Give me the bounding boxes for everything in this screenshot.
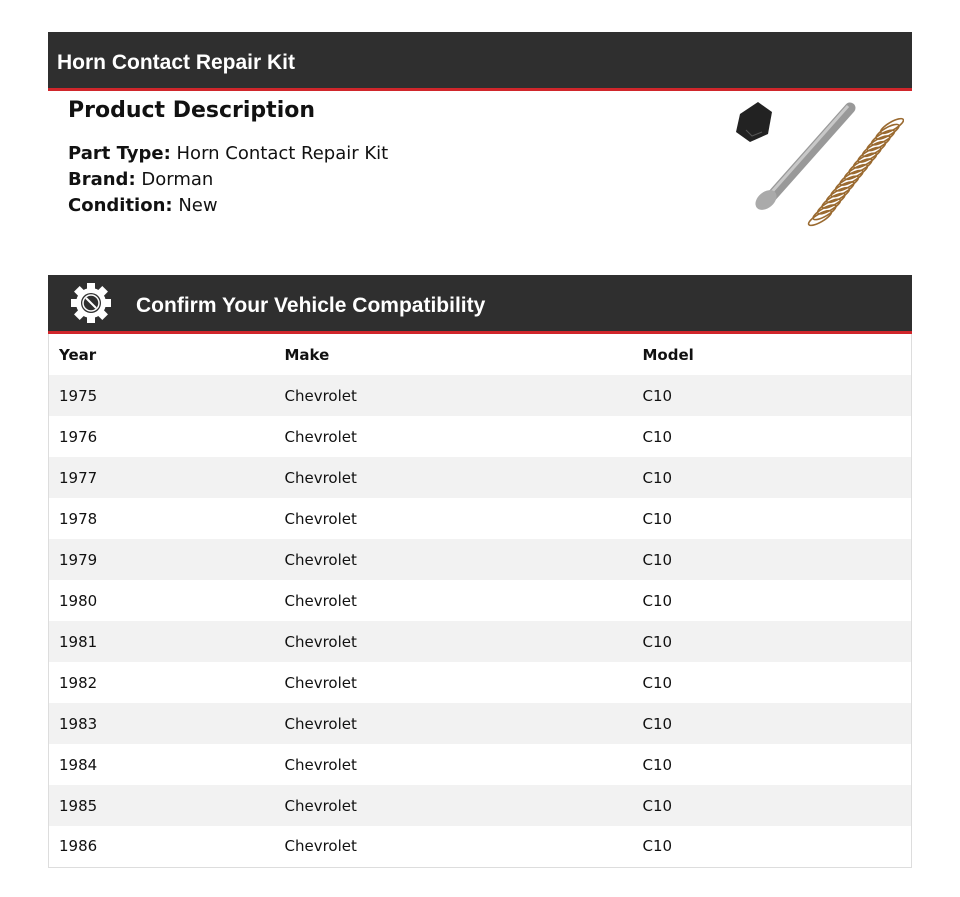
table-row: [49, 703, 912, 744]
compatibility-table: [48, 334, 912, 868]
compatibility-title: Confirm Your Vehicle Compatibility: [136, 294, 486, 317]
table-row: [49, 375, 912, 416]
cell-year: 1975: [59, 386, 98, 405]
cell-make: Chevrolet: [284, 796, 357, 815]
cell-year: 1979: [59, 550, 98, 569]
cell-make: Chevrolet: [284, 509, 357, 528]
product-title: Horn Contact Repair Kit: [57, 51, 296, 74]
cell-year: 1983: [59, 714, 98, 733]
table-row: [49, 457, 912, 498]
cell-model: C10: [642, 796, 673, 815]
table-row: [49, 498, 912, 539]
cell-model: C10: [642, 714, 673, 733]
cell-make: Chevrolet: [284, 427, 357, 446]
field-condition: Condition: New: [68, 195, 218, 216]
cell-year: 1985: [59, 796, 98, 815]
cell-year: 1978: [59, 509, 98, 528]
cell-year: 1977: [59, 468, 98, 487]
table-row: [49, 539, 912, 580]
cell-model: C10: [642, 509, 673, 528]
cell-make: Chevrolet: [284, 550, 357, 569]
cell-make: Chevrolet: [284, 755, 357, 774]
table-row: [49, 826, 912, 867]
cell-make: Chevrolet: [284, 591, 357, 610]
cell-make: Chevrolet: [284, 837, 357, 856]
gear-icon: [70, 282, 112, 324]
cell-make: Chevrolet: [284, 386, 357, 405]
cell-year: 1980: [59, 591, 98, 610]
col-model: Model: [642, 345, 694, 364]
cell-year: 1981: [59, 632, 98, 651]
table-row: [49, 744, 912, 785]
table-row: [49, 785, 912, 826]
col-make: Make: [284, 345, 330, 364]
product-title-bar: [48, 32, 912, 91]
product-image: [732, 96, 904, 234]
cell-model: C10: [642, 550, 673, 569]
cell-year: 1986: [59, 837, 98, 856]
cell-make: Chevrolet: [284, 673, 357, 692]
col-year: Year: [59, 345, 97, 364]
cell-make: Chevrolet: [284, 714, 357, 733]
cell-model: C10: [642, 673, 673, 692]
table-row: [49, 580, 912, 621]
table-row: [49, 662, 912, 703]
field-brand: Brand: Dorman: [68, 169, 214, 190]
cell-make: Chevrolet: [284, 468, 357, 487]
cell-year: 1976: [59, 427, 98, 446]
table-row: [49, 416, 912, 457]
cell-model: C10: [642, 386, 673, 405]
cell-model: C10: [642, 837, 673, 856]
cell-model: C10: [642, 755, 673, 774]
cell-year: 1982: [59, 673, 98, 692]
table-row: [49, 621, 912, 662]
cell-model: C10: [642, 468, 673, 487]
product-description: [68, 98, 388, 219]
cell-model: C10: [642, 427, 673, 446]
compatibility-bar: [48, 275, 912, 334]
cell-make: Chevrolet: [284, 632, 357, 651]
cell-model: C10: [642, 632, 673, 651]
field-part-type: Part Type: Horn Contact Repair Kit: [68, 143, 389, 164]
description-heading: Product Description: [68, 98, 316, 123]
cell-year: 1984: [59, 755, 98, 774]
cell-model: C10: [642, 591, 673, 610]
table-header-row: [49, 334, 912, 375]
